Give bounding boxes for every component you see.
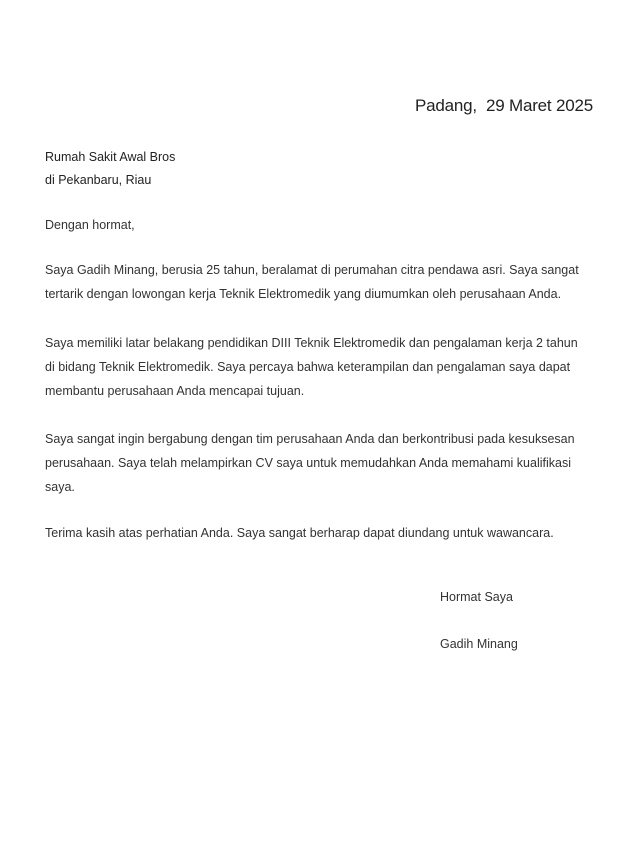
recipient-block: [45, 146, 175, 192]
closing: Hormat Saya: [440, 590, 513, 604]
paragraph-line: di bidang Teknik Elektromedik. Saya percaya bahwa keterampilan dan pengalaman saya dapat: [45, 360, 571, 374]
paragraph-line: membantu perusahaan Anda mencapai tujuan.: [45, 384, 305, 398]
paragraph-line: saya.: [45, 480, 75, 494]
paragraph-thanks: [45, 521, 605, 545]
recipient-location: di Pekanbaru, Riau: [45, 173, 152, 187]
recipient-name: Rumah Sakit Awal Bros: [45, 150, 176, 164]
paragraph-background: [45, 331, 605, 403]
paragraph-motivation: [45, 427, 605, 499]
paragraph-line: Saya Gadih Minang, berusia 25 tahun, beralamat di perumahan citra pendawa asri. Saya sangat: [45, 263, 579, 277]
paragraph-intro: [45, 258, 605, 306]
place-date: Padang, 29 Maret 2025: [414, 96, 593, 115]
paragraph-line: tertarik dengan lowongan kerja Teknik Elektromedik yang diumumkan oleh perusahaan Anda.: [45, 287, 562, 301]
paragraph-line: Saya memiliki latar belakang pendidikan DIII Teknik Elektromedik dan pengalaman kerja 2 tahun: [45, 336, 578, 350]
paragraph-line: Saya sangat ingin bergabung dengan tim perusahaan Anda dan berkontribusi pada kesuksesan: [45, 432, 575, 446]
paragraph-line: perusahaan. Saya telah melampirkan CV saya untuk memudahkan Anda memahami kualifikasi: [45, 456, 571, 470]
greeting: Dengan hormat,: [45, 218, 135, 232]
signer-name: Gadih Minang: [440, 637, 518, 651]
paragraph-line: Terima kasih atas perhatian Anda. Saya sangat berharap dapat diundang untuk wawancara.: [45, 526, 554, 540]
